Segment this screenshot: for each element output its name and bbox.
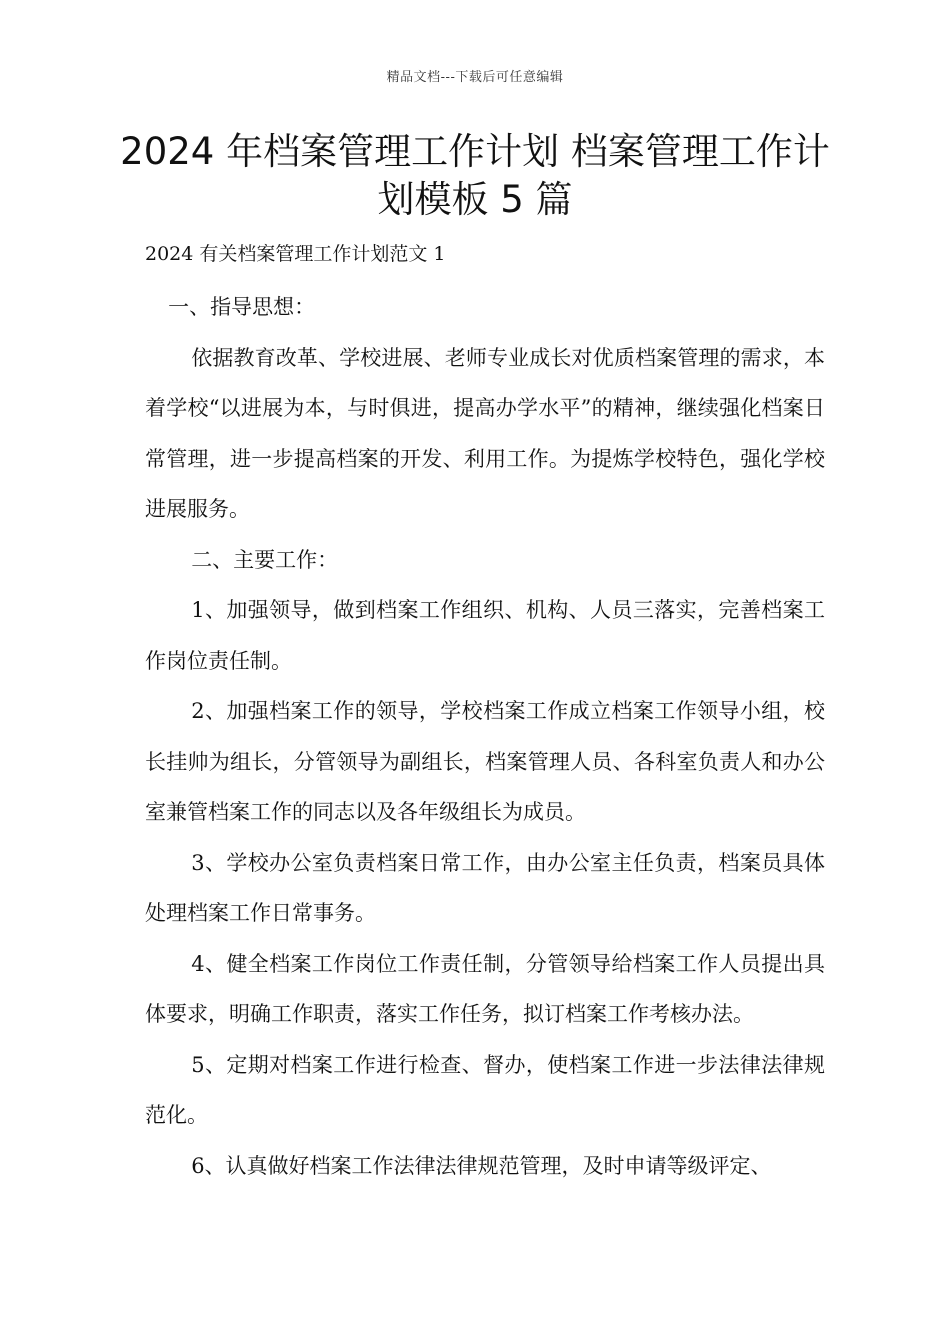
section-subtitle: 2024 有关档案管理工作计划范文 1 [145, 243, 446, 265]
header-note: 精品文档---下载后可任意编辑 [386, 70, 564, 85]
page-title: 2024 年档案管理工作计划 档案管理工作计划模板 5 篇 [120, 130, 830, 221]
paragraph: 6、认真做好档案工作法律法律规范管理，及时申请等级评定、 [191, 1153, 772, 1178]
paragraph: 4、健全档案工作岗位工作责任制，分管领导给档案工作人员提出具体要求，明确工作职责，落实工作任务，拟订档案工作考核办法。 [145, 951, 825, 1026]
heading-guiding-ideology: 一、指导思想： [168, 295, 316, 319]
paragraph: 5、定期对档案工作进行检查、督办，使档案工作进一步法律法律规范化。 [145, 1052, 825, 1127]
paragraph: 2、加强档案工作的领导，学校档案工作成立档案工作领导小组，校长挂帅为组长，分管领导为副组长，档案管理人员、各科室负责人和办公室兼管档案工作的同志以及各年级组长为成员。 [145, 699, 825, 824]
paragraph: 1、加强领导，做到档案工作组织、机构、人员三落实，完善档案工作岗位责任制。 [145, 598, 825, 673]
paragraph: 依据教育改革、学校进展、老师专业成长对优质档案管理的需求，本着学校“以进展为本，与时俱进，提高办学水平”的精神，继续强化档案日常管理，进一步提高档案的开发、利用工作。为提炼学校特色，强化学校进展服务。 [145, 345, 825, 521]
body-text [145, 282, 825, 1191]
heading-main-work: 二、主要工作： [191, 547, 339, 572]
paragraph: 3、学校办公室负责档案日常工作，由办公室主任负责，档案员具体处理档案工作日常事务。 [145, 850, 825, 925]
